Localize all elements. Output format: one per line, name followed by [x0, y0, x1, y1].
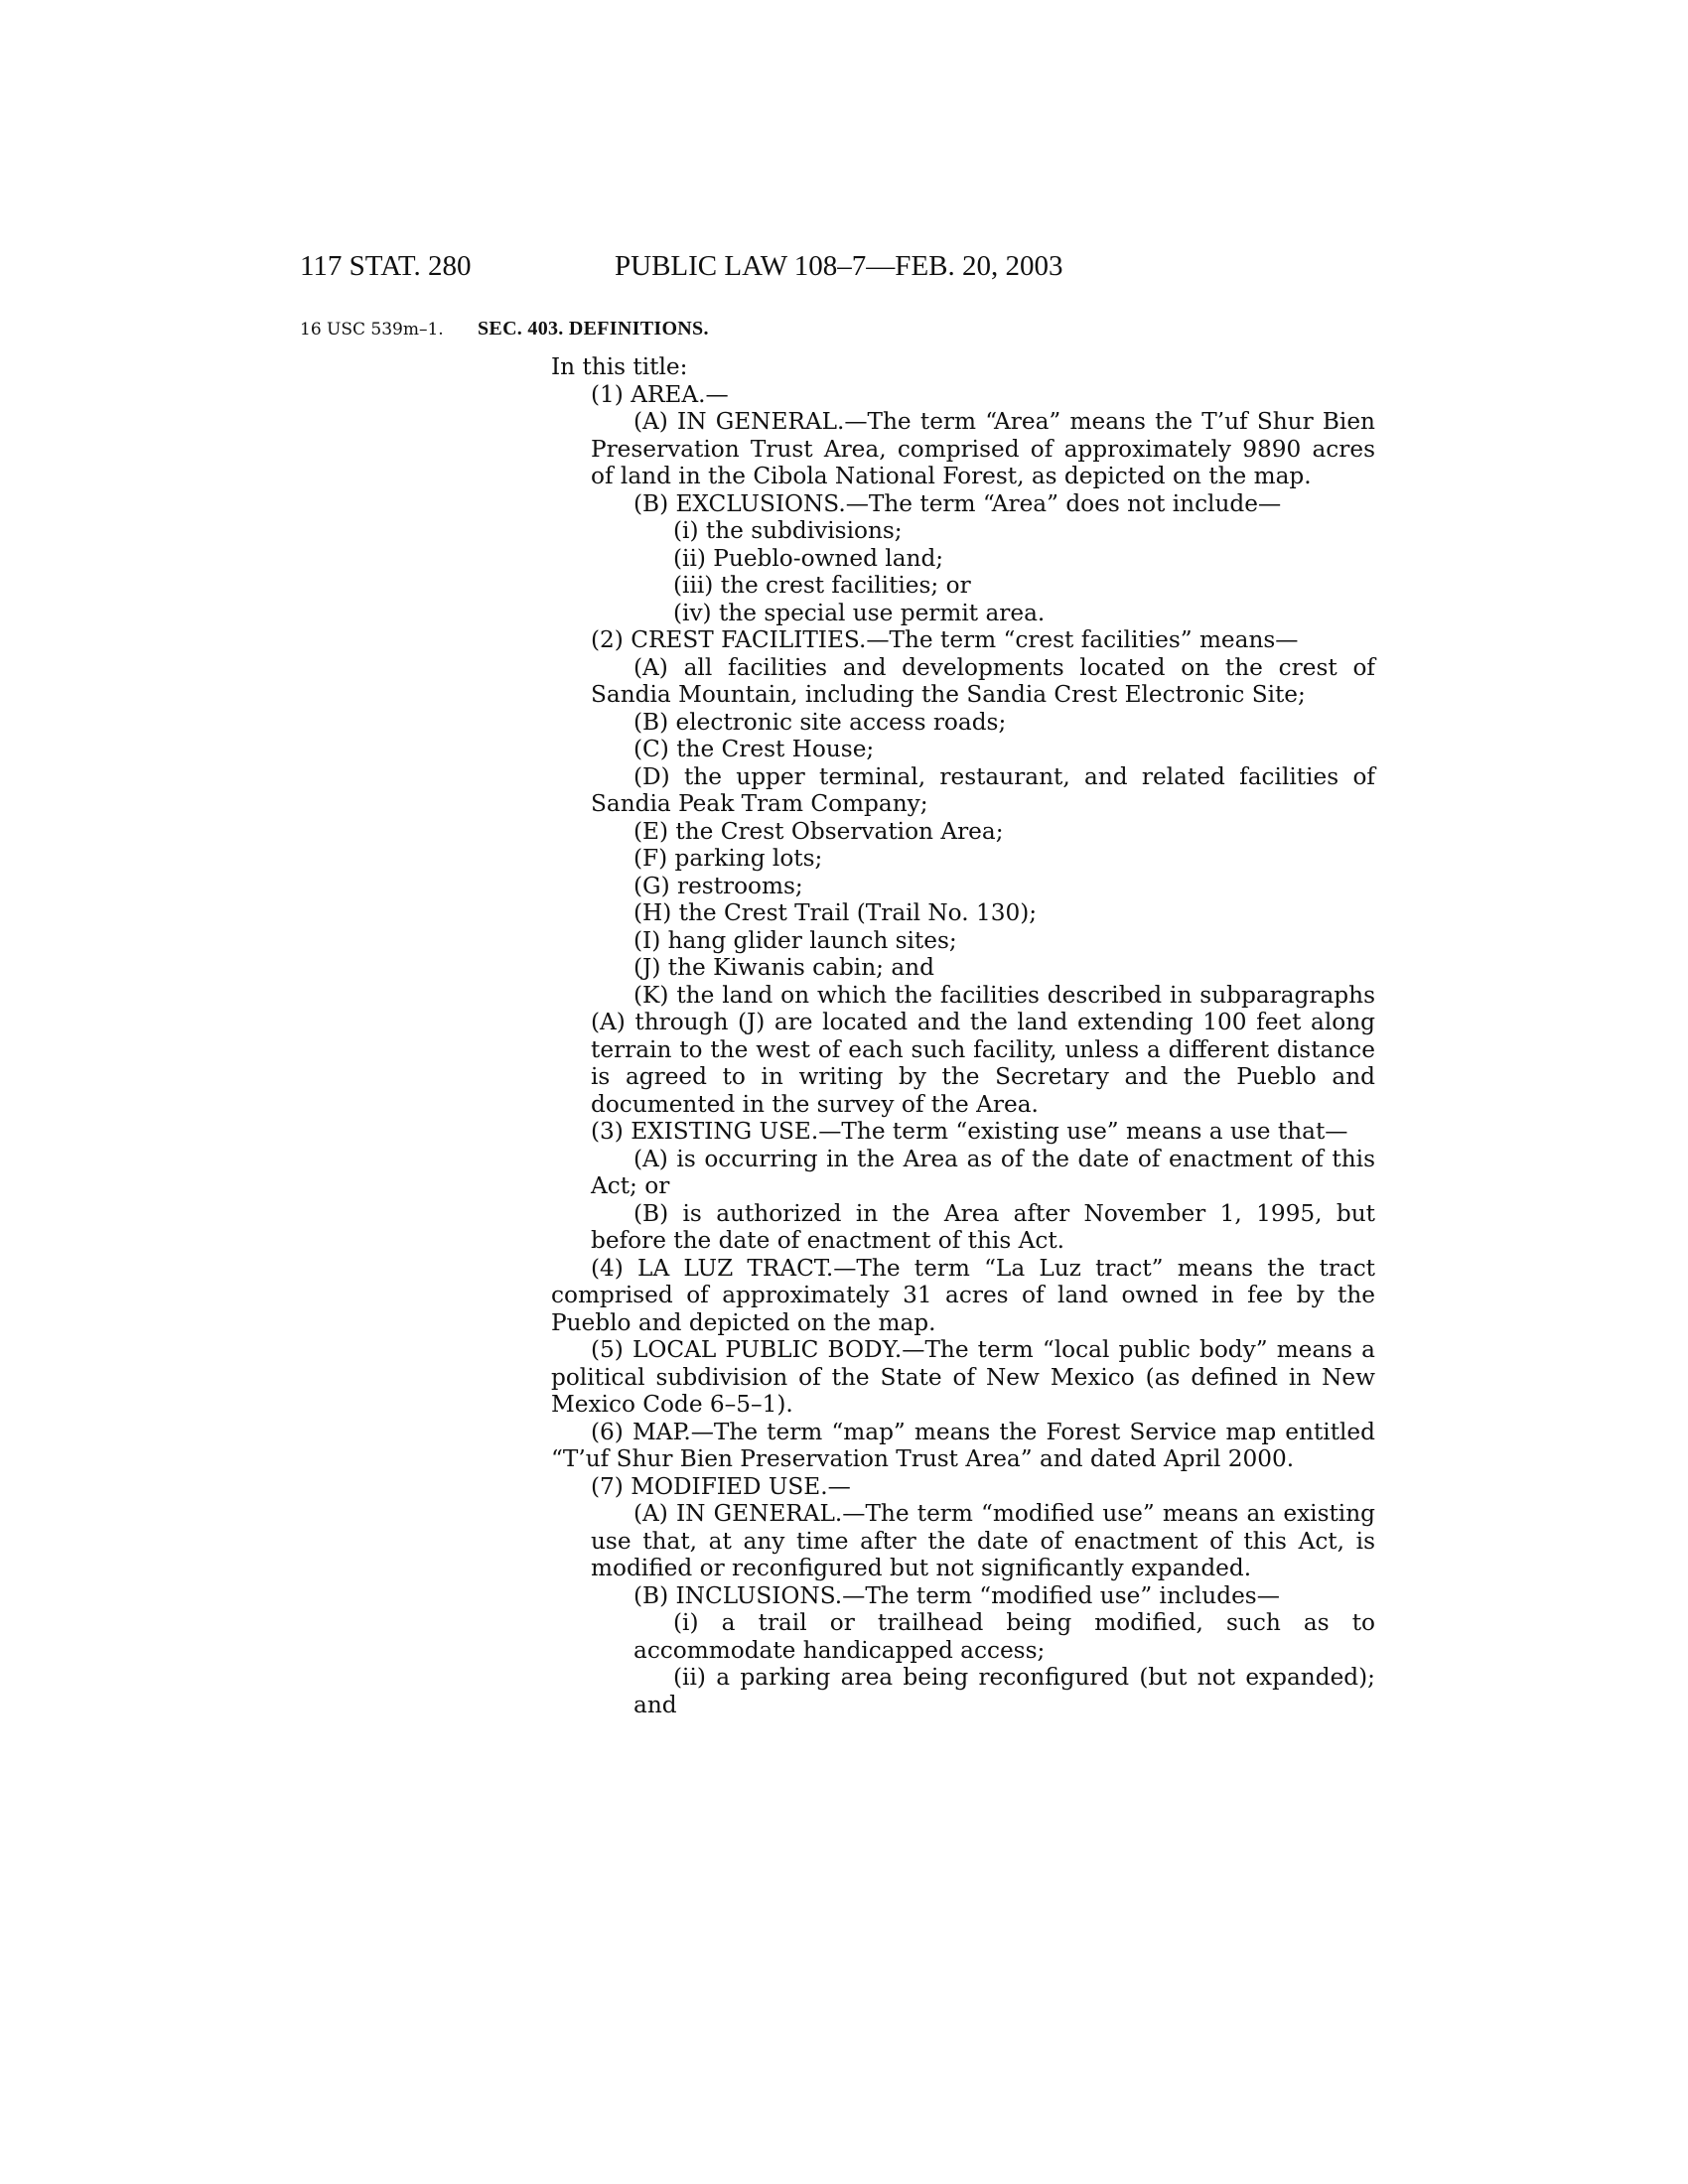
paragraph-3: (3) EXISTING USE.—The term “existing use” means a use that— [591, 1118, 1348, 1145]
running-header: PUBLIC LAW 108–7—FEB. 20, 2003 [615, 250, 1063, 282]
paragraph-1-a: (A) IN GENERAL.—The term “Area” means the T’uf Shur Bien Preservation Trust Area, comprised of approximately 9890 acres of land in the Cibola National Forest, as depicted on the map. [591, 408, 1375, 489]
section-title: SEC. 403. DEFINITIONS. [478, 318, 709, 340]
paragraph-2-k: (K) the land on which the facilities described in subparagraphs (A) through (J) are located and the land extending 100 feet along terrain to the west of each such facility, unless a different distance is agreed to in writing by the Secretary and the Pueblo and documented in the survey of the Area. [591, 981, 1375, 1118]
paragraph-7-b-i: (i) a trail or trailhead being modified, such as to accommodate handicapped access; [633, 1609, 1375, 1664]
margin-citation: 16 USC 539m–1. [300, 320, 444, 340]
paragraph-7: (7) MODIFIED USE.— [591, 1472, 851, 1500]
paragraph-2: (2) CREST FACILITIES.—The term “crest facilities” means— [591, 626, 1299, 653]
paragraph-3-a: (A) is occurring in the Area as of the date of enactment of this Act; or [591, 1145, 1375, 1199]
paragraph-2-f: (F) parking lots; [633, 845, 823, 872]
paragraph-2-i: (I) hang glider launch sites; [633, 926, 957, 954]
paragraph-7-a: (A) IN GENERAL.—The term “modified use” means an existing use that, at any time after the date of enactment of this Act, is modified or reconfigured but not significantly expanded. [591, 1500, 1375, 1581]
paragraph-2-g: (G) restrooms; [633, 872, 803, 899]
paragraph-1-b-iv: (iv) the special use permit area. [673, 599, 1046, 626]
paragraph-1-b: (B) EXCLUSIONS.—The term “Area” does not include— [633, 489, 1282, 517]
paragraph-1-b-i: (i) the subdivisions; [673, 517, 903, 544]
paragraph-2-c: (C) the Crest House; [633, 736, 875, 762]
section-body [551, 353, 1375, 1718]
paragraph-intro: In this title: [551, 353, 688, 380]
paragraph-2-h: (H) the Crest Trail (Trail No. 130); [633, 899, 1038, 926]
paragraph-2-b: (B) electronic site access roads; [633, 708, 1007, 736]
paragraph-1-b-ii: (ii) Pueblo-owned land; [673, 544, 944, 572]
paragraph-2-j: (J) the Kiwanis cabin; and [633, 954, 934, 981]
paragraph-1: (1) AREA.— [591, 380, 729, 408]
paragraph-4: (4) LA LUZ TRACT.—The term “La Luz tract” means the tract comprised of approximately 31 acres of land owned in fee by the Pueblo and depicted on the map. [551, 1254, 1375, 1336]
paragraph-3-b: (B) is authorized in the Area after November 1, 1995, but before the date of enactment of this Act. [591, 1199, 1375, 1254]
paragraph-7-b: (B) INCLUSIONS.—The term “modified use” includes— [633, 1581, 1280, 1609]
paragraph-2-e: (E) the Crest Observation Area; [633, 817, 1004, 845]
paragraph-1-b-iii: (iii) the crest facilities; or [673, 572, 971, 599]
paragraph-2-a: (A) all facilities and developments located on the crest of Sandia Mountain, including the Sandia Crest Electronic Site; [591, 653, 1375, 708]
paragraph-7-b-ii: (ii) a parking area being reconfigured (but not expanded); and [633, 1664, 1375, 1718]
paragraph-2-d: (D) the upper terminal, restaurant, and related facilities of Sandia Peak Tram Company; [591, 762, 1375, 817]
paragraph-5: (5) LOCAL PUBLIC BODY.—The term “local public body” means a political subdivision of the State of New Mexico (as defined in New Mexico Code 6–5–1). [551, 1336, 1375, 1418]
statute-page-number: 117 STAT. 280 [300, 250, 472, 282]
paragraph-6: (6) MAP.—The term “map” means the Forest Service map entitled “T’uf Shur Bien Preservation Trust Area” and dated April 2000. [551, 1418, 1375, 1472]
